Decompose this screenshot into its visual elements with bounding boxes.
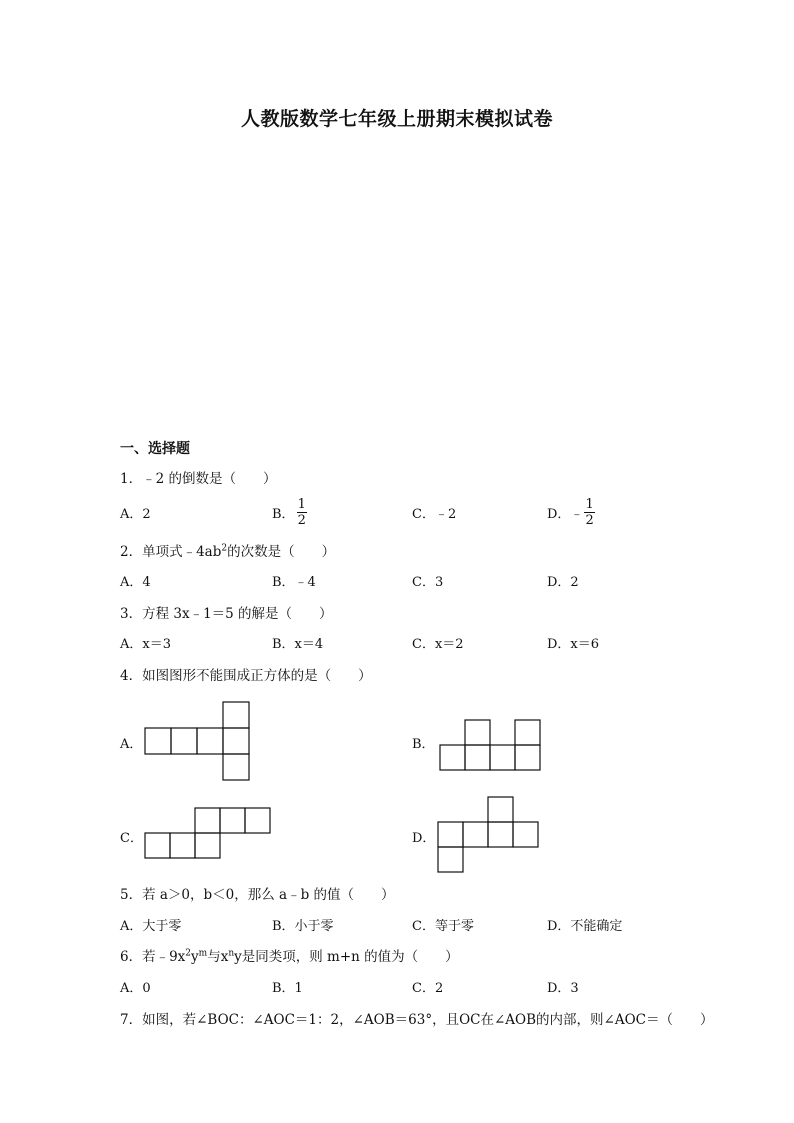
q2-stem-post: 的次数是（ ） <box>227 544 336 560</box>
fraction-denominator: 2 <box>585 512 594 528</box>
q3-option-a: A．x＝3 <box>120 636 171 652</box>
net-square <box>197 728 223 754</box>
q4-option-d-label: D． <box>412 831 436 846</box>
question-3-stem: 3．方程 3x﹣1＝5 的解是（ ） <box>120 606 333 622</box>
q6-exponent-1: 2 <box>185 948 192 959</box>
question-7-stem: 7．如图，若∠BOC：∠AOC＝1：2，∠AOB＝63°，且OC在∠AOB的内部，则∠AOC＝（ ） <box>120 1012 714 1028</box>
net-square <box>170 833 195 858</box>
section-heading: 一、选择题 <box>120 441 190 457</box>
net-square <box>438 822 463 847</box>
net-square <box>515 720 540 745</box>
q4-option-c-label: C． <box>120 831 143 846</box>
net-square <box>223 754 249 780</box>
fraction-numerator: 1 <box>585 496 594 512</box>
q1-option-d-fraction <box>584 498 594 527</box>
q6-option-a: A．0 <box>120 980 151 996</box>
question-2-options <box>120 568 680 592</box>
q6-exponent-2: m <box>198 948 208 959</box>
q3-option-b: B．x＝4 <box>272 636 324 652</box>
net-square <box>515 745 540 770</box>
question-3-options <box>120 630 680 654</box>
net-square <box>513 822 538 847</box>
q5-option-b: B．小于零 <box>272 918 334 934</box>
q2-option-b: B．﹣4 <box>272 574 316 590</box>
q2-option-c: C．3 <box>412 574 444 590</box>
q6-option-c: C．2 <box>412 980 444 996</box>
q2-exponent: 2 <box>221 543 228 554</box>
net-square <box>145 728 171 754</box>
q6-stem-post: y是同类项，则 m+n 的值为（ ） <box>234 949 459 965</box>
q4-option-b-label: B． <box>412 737 435 752</box>
question-1-options <box>120 496 680 528</box>
question-4-stem: 4．如图图形不能围成正方体的是（ ） <box>120 668 372 684</box>
page-title: 人教版数学七年级上册期末模拟试卷 <box>240 108 553 130</box>
net-square <box>488 797 513 822</box>
question-6-stem <box>120 945 459 965</box>
q4-option-a-label: A． <box>120 737 143 752</box>
q1-option-a: A．2 <box>120 506 151 522</box>
q3-option-c: C．x＝2 <box>412 636 464 652</box>
net-square <box>145 833 170 858</box>
q1-option-b-fraction <box>297 498 307 527</box>
q5-option-d: D．不能确定 <box>547 918 623 934</box>
net-square <box>223 728 249 754</box>
q6-stem-pre: 6．若﹣9x <box>120 949 186 965</box>
q6-option-b: B．1 <box>272 980 303 996</box>
net-square <box>245 808 270 833</box>
net-square <box>195 808 220 833</box>
q3-option-d: D．x＝6 <box>547 636 600 652</box>
q6-stem-mid-2: 与x <box>207 949 229 965</box>
net-square <box>440 745 465 770</box>
q1-option-b-label: B． <box>272 506 295 522</box>
net-square <box>465 720 490 745</box>
net-square <box>490 745 515 770</box>
net-square <box>438 847 463 872</box>
question-2-stem <box>120 540 335 560</box>
net-square <box>488 822 513 847</box>
question-1-stem: 1．﹣2 的倒数是（ ） <box>120 471 277 487</box>
q1-option-d <box>547 496 595 528</box>
q5-option-c: C．等于零 <box>412 918 474 934</box>
net-square <box>220 808 245 833</box>
q5-option-a: A．大于零 <box>120 918 182 934</box>
q4-option-d-cube-net <box>438 797 543 877</box>
q1-option-d-label: D．﹣ <box>547 506 584 522</box>
q1-option-b <box>272 496 307 528</box>
net-square <box>463 822 488 847</box>
q1-option-c: C．﹣2 <box>412 506 457 522</box>
q4-option-b-cube-net <box>440 720 545 775</box>
fraction-numerator: 1 <box>297 496 306 512</box>
q6-option-d: D．3 <box>547 980 579 996</box>
question-5-options <box>120 912 680 936</box>
q2-stem-pre: 2．单项式﹣4ab <box>120 544 222 560</box>
q2-option-a: A．4 <box>120 574 151 590</box>
q2-option-d: D．2 <box>547 574 579 590</box>
net-square <box>465 745 490 770</box>
net-square <box>223 702 249 728</box>
q6-stem-mid-1: y <box>191 949 199 965</box>
q4-option-c-cube-net <box>145 808 275 863</box>
question-6-options <box>120 974 680 998</box>
fraction-denominator: 2 <box>297 512 306 528</box>
net-square <box>195 833 220 858</box>
question-5-stem: 5．若 a＞0，b＜0，那么 a﹣b 的值（ ） <box>120 887 395 903</box>
q6-exponent-3: n <box>228 948 235 959</box>
q4-option-a-cube-net <box>145 702 255 782</box>
net-square <box>171 728 197 754</box>
